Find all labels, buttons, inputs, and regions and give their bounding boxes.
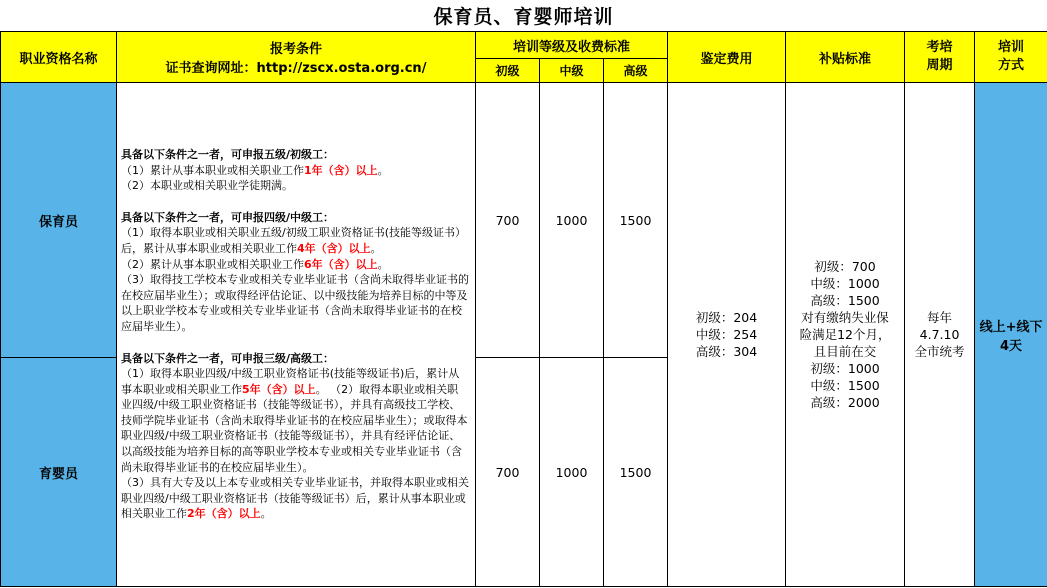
level4-item-2: （2）累计从事本职业或相关职业工作6年（含）以上。 [121,257,389,271]
level3-item-1: （1）取得本职业四级/中级工职业资格证书(技能等级证书)后，累计从事本职业或相关职业工作5年（含）以上。 （2）取得本职业或相关职业四级/中级工职业资格证书（技能等级证书），并具有高级技工学校、技师学院毕业证书（含尚未取得毕业证书的在校应届毕业生）；或取得本职业四级/中级工职业资格证书（技能等级证书），并具有经评估论证、以高级技能为培养目标的高等职业学校本专业或相关专业毕业证书（含尚未取得毕业证书的在校应届毕业生）。 [121,367,468,474]
fee-senior: 1500 [604,358,668,587]
level5-item-2: （2）本职业或相关职业学徒期满。 [121,179,293,193]
occupation-cell: 保育员 [1,83,117,358]
header-training-mode: 培训方式 [975,32,1047,83]
subsidy-cell: 初级：700 中级：1000 高级：1500 对有缴纳失业保 险满足12个月， 且目前在交 初级：1000 中级：1500 高级：2000 [786,83,905,587]
header-appraisal-fee: 鉴定费用 [668,32,786,83]
fee-middle: 1000 [540,358,604,587]
header-subsidy: 补贴标准 [786,32,905,83]
sheet-title: 保育员、育婴师培训 [433,6,614,28]
header-conditions [117,32,476,83]
fee-primary: 700 [476,83,540,358]
level4-item-3: （3）取得技工学校本专业或相关专业毕业证书（含尚未取得毕业证书的在校应届毕业生）；或取得经评估论证、以中级技能为培养目标的中等及以上职业学校本专业或相关专业毕业证书（含尚未取得毕业证书的在校应届毕业生）。 [121,273,469,333]
fee-senior: 1500 [604,83,668,358]
appraisal-fee-cell: 初级：204 中级：254 高级：304 [668,83,786,587]
level3-heading: 具备以下条件之一者，可申报三级/高级工： [121,351,335,365]
level3-item-3: （3）具有大专及以上本专业或相关专业毕业证书，并取得本职业或相关职业四级/中级工职业资格证书（技能等级证书）后，累计从事本职业或相关职业工作2年（含）以上。 [121,476,469,521]
exam-cycle-cell: 每年 4.7.10 全市统考 [905,83,975,587]
level4-item-1: （1）取得本职业或相关职业五级/初级工职业资格证书(技能等级证书）后，累计从事本职业或相关职业工作4年（含）以上。 [121,226,466,255]
header-level-middle: 中级 [540,59,604,83]
header-conditions-title: 报考条件 [269,42,322,57]
header-conditions-query: 证书查询网址：http://zscx.osta.org.cn/ [165,61,427,76]
level5-item-1: （1）累计从事本职业或相关职业工作1年（含）以上。 [121,163,389,177]
fee-primary: 700 [476,358,540,587]
header-level-senior: 高级 [604,59,668,83]
header-exam-cycle: 考培周期 [905,32,975,83]
level4-heading: 具备以下条件之一者，可申报四级/中级工： [121,210,335,224]
header-fee-group: 培训等级及收费标准 [476,32,668,59]
occupation-cell: 育婴员 [1,358,117,587]
header-occupation: 职业资格名称 [1,32,117,83]
conditions-cell [117,83,476,587]
header-level-primary: 初级 [476,59,540,83]
training-table [0,31,1047,587]
level5-heading: 具备以下条件之一者，可申报五级/初级工： [121,147,335,161]
training-mode-cell: 线上+线下 4天 [975,83,1047,587]
fee-middle: 1000 [540,83,604,358]
